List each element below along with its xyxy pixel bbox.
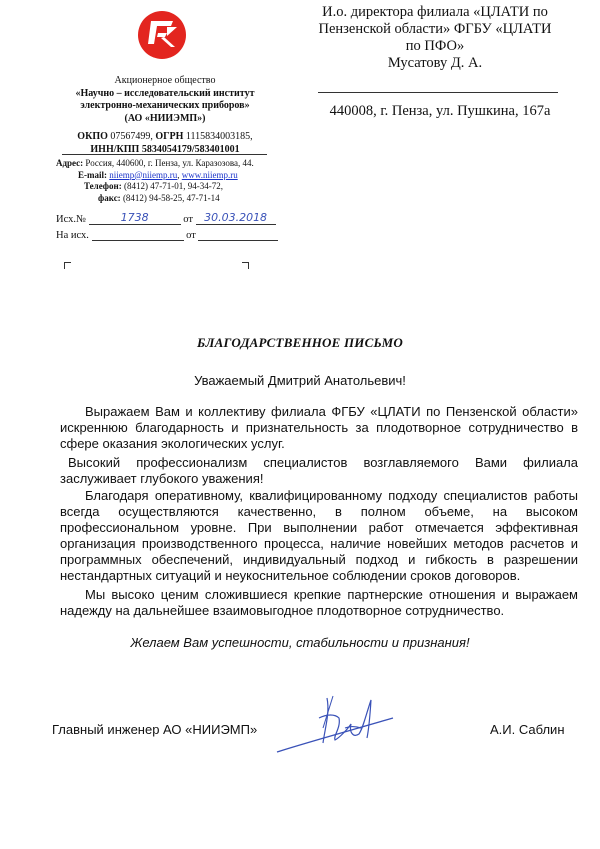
phone-value: (8412) 47-71-01, 94-34-72, xyxy=(123,181,223,191)
out-date-value: 30.03.2018 xyxy=(204,211,268,224)
letter-title: БЛАГОДАРСТВЕННОЕ ПИСЬМО xyxy=(197,335,403,350)
recipient-block xyxy=(300,4,570,72)
out-number-value: 1738 xyxy=(120,211,149,224)
recipient-line3: по ПФО» xyxy=(405,38,465,54)
fax-value: (8412) 94-58-25, 47-71-14 xyxy=(122,192,220,203)
letter-wish: Желаем Вам успешности, стабильности и признания! xyxy=(130,635,470,650)
org-short-name: (АО «НИИЭМП») xyxy=(124,112,206,124)
outgoing-reference xyxy=(56,212,276,225)
ogrn-label: ОГРН xyxy=(155,131,184,142)
address-value: Россия, 440600, г. Пенза, ул. Каразозова, 44. xyxy=(85,158,254,168)
letter-paragraph-4: Мы высоко ценим сложившиеся крепкие партнерские отношения и выражаем надежду на дальнейшее взаимовыгодное плодотворное сотрудничество. xyxy=(60,587,578,618)
org-name-line1: «Научно – исследовательский институт xyxy=(75,87,255,99)
okpo-ogrn-line xyxy=(60,131,270,144)
phone-label: Телефон: xyxy=(84,181,122,191)
org-type: Акционерное общество xyxy=(114,75,216,86)
sender-org-block xyxy=(60,75,270,156)
website-link[interactable]: www.niiemp.ru xyxy=(181,169,238,180)
signatory-position: Главный инженер АО «НИИЭМП» xyxy=(52,722,258,737)
in-date-label: от xyxy=(186,230,196,241)
okpo-value: 07567499, xyxy=(110,131,153,142)
recipient-line4: Мусатову Д. А. xyxy=(387,55,483,71)
corner-mark-right xyxy=(242,262,249,269)
incoming-reference xyxy=(56,228,278,241)
sender-contacts xyxy=(56,158,276,204)
innkpp-value: 5834054179/583401001 xyxy=(141,143,240,155)
in-date-field xyxy=(198,228,278,241)
recipient-line2: Пензенской области» ФГБУ «ЦЛАТИ xyxy=(318,21,552,37)
recipient-line1: И.о. директора филиала «ЦЛАТИ по xyxy=(322,4,548,20)
org-name-line2: электронно-механических приборов» xyxy=(80,100,250,111)
fax-line xyxy=(56,193,276,205)
recipient-divider xyxy=(318,92,558,93)
in-number-label: На исх. xyxy=(56,230,89,241)
corner-mark-left xyxy=(64,262,71,269)
recipient-address: 440008, г. Пенза, ул. Пушкина, 167а xyxy=(329,103,551,119)
address-line xyxy=(56,158,276,170)
okpo-label: ОКПО xyxy=(77,131,108,142)
letter-greeting: Уважаемый Дмитрий Анатольевич! xyxy=(194,373,406,388)
out-number-field xyxy=(89,212,181,225)
innkpp-label: ИНН/КПП xyxy=(90,143,140,155)
out-date-label: от xyxy=(183,214,193,225)
ogrn-value: 1115834003185, xyxy=(185,131,253,142)
out-number-label: Исх.№ xyxy=(56,214,86,225)
in-number-field xyxy=(92,228,184,241)
signatory-name: А.И. Саблин xyxy=(490,722,565,737)
email-label: E-mail: xyxy=(78,169,107,180)
company-logo xyxy=(137,10,187,60)
letter-paragraph-1: Выражаем Вам и коллективу филиала ФГБУ «ЦЛАТИ по Пензенской области» искреннюю благодарность и признательность за плодотворное сотрудничество в сфере оказания экологических услуг. xyxy=(60,404,578,451)
letter-paragraph-2: Высокий профессионализм специалистов возглавляемого Вами филиала заслуживает глубокого уважения! xyxy=(60,455,578,486)
email-separator: , xyxy=(177,169,182,180)
handwritten-signature xyxy=(275,688,405,758)
letter-paragraph-3: Благодаря оперативному, квалифицированному подходу специалистов работы всегда осуществляются качественно, в полном объеме, на высоком профессиональном уровне. При выполнении работ отмечается эффективная организация производственного процесса, наличие новейших методов расчетов и программных обеспечений, индивидуальный подход и гибкость в разрешении нестандартных ситуаций и неукоснительное соблюдении сроков договоров. xyxy=(60,488,578,583)
email-line xyxy=(56,170,276,182)
email-link[interactable]: niiemp@niiemp.ru xyxy=(109,169,178,180)
sender-divider xyxy=(62,154,267,155)
address-label: Адрес: xyxy=(56,158,84,168)
out-date-field xyxy=(196,212,276,225)
phone-line xyxy=(56,181,276,193)
fax-label: факс: xyxy=(98,192,121,203)
